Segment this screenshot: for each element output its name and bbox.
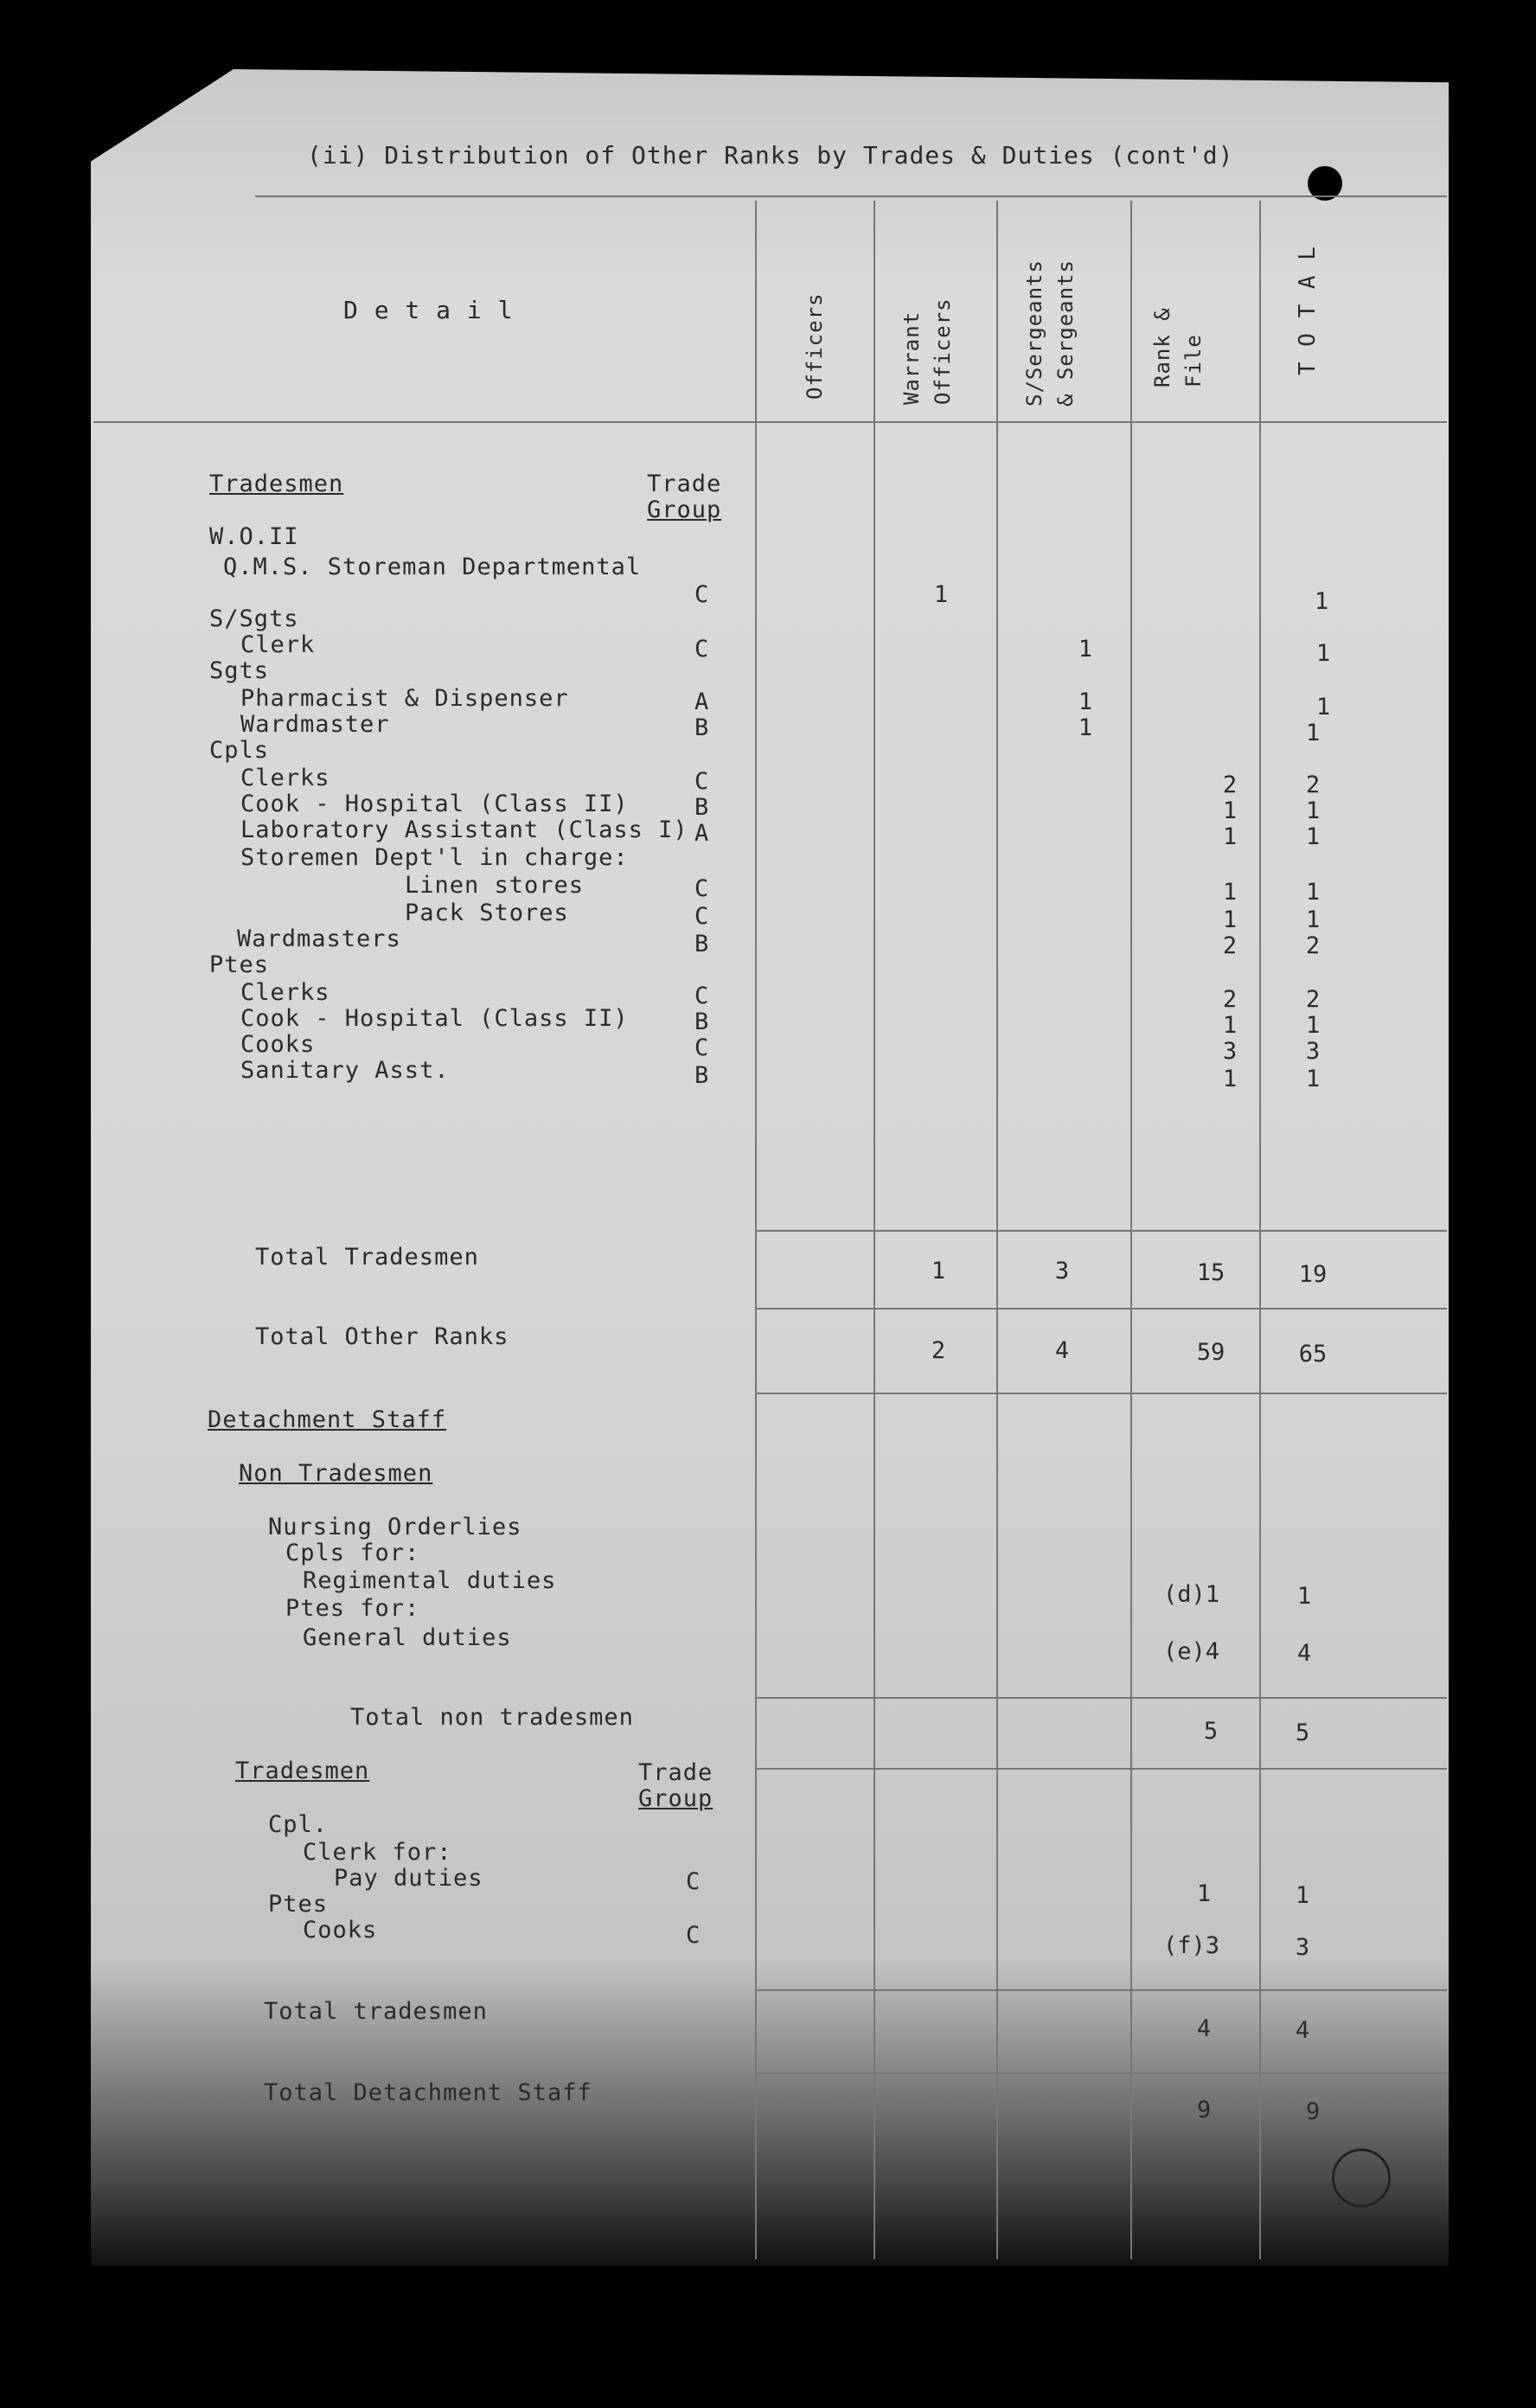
row-group: C	[694, 875, 710, 902]
row-rank: 1	[1222, 906, 1238, 933]
row-label: Storemen Dept'l in charge:	[240, 844, 629, 871]
detachment-heading: Detachment Staff	[208, 1406, 447, 1433]
row-rank: 1	[1222, 1066, 1238, 1092]
row-label: Cook - Hospital (Class II)	[240, 791, 629, 817]
rule-3	[755, 1393, 1447, 1394]
row-label: Laboratory Assistant (Class I)	[240, 817, 688, 843]
row-rank: 2	[1222, 772, 1238, 798]
row-sgts: 1	[1078, 636, 1093, 663]
ptes-label: Ptes	[268, 1891, 329, 1918]
row-total: 2	[1305, 932, 1321, 959]
row-total: 1	[1314, 588, 1329, 615]
row-total: 2	[1305, 986, 1321, 1013]
header-bottom-rule	[93, 421, 1447, 423]
total-non-tradesmen-total: 5	[1295, 1720, 1310, 1746]
row-label: W.O.II	[209, 523, 299, 550]
header-sgts-line2: & Sergeants	[1053, 259, 1078, 407]
row-label: Pack Stores	[405, 900, 569, 926]
header-sgts-line1: S/Sergeants	[1022, 259, 1046, 407]
tradesmen-heading: Tradesmen	[209, 471, 344, 497]
header-warrant-line1: Warrant	[899, 311, 924, 405]
total-non-tradesmen-rank: 5	[1203, 1718, 1219, 1745]
row-rank: 1	[1222, 879, 1238, 906]
row-group: B	[694, 794, 710, 821]
clerk-for-label: Clerk for:	[303, 1839, 452, 1866]
detachment-trade-group-line2: Group	[638, 1785, 714, 1812]
detachment-tradesmen-heading: Tradesmen	[235, 1758, 370, 1784]
row-total: 1	[1305, 797, 1321, 824]
general-label: General duties	[303, 1624, 512, 1651]
total-other-ranks-total: 65	[1298, 1341, 1328, 1367]
total-detachment-staff-total: 9	[1305, 2098, 1321, 2125]
general-total: 4	[1296, 1640, 1312, 1667]
detachment-trade-group-line1: Trade	[638, 1759, 714, 1786]
header-detail: D e t a i l	[343, 296, 514, 324]
cpl-label: Cpl.	[268, 1811, 329, 1838]
row-label: Clerks	[240, 765, 330, 791]
row-group: B	[694, 931, 710, 957]
row-sgts: 1	[1078, 714, 1093, 741]
document-title: (ii) Distribution of Other Ranks by Trades & Duties (cont'd)	[307, 141, 1234, 170]
pay-duties-group: C	[686, 1868, 701, 1895]
pay-duties-label: Pay duties	[334, 1865, 483, 1892]
pay-duties-total: 1	[1295, 1882, 1310, 1909]
row-rank: 2	[1222, 986, 1238, 1013]
total-non-tradesmen-label: Total non tradesmen	[350, 1704, 634, 1731]
header-total: T O T A L	[1295, 246, 1321, 375]
cooks-total: 3	[1295, 1934, 1310, 1961]
header-rank-line2: File	[1181, 334, 1206, 387]
rule-6	[755, 1989, 1447, 1991]
nursing-label: Nursing Orderlies	[268, 1514, 522, 1540]
row-group: C	[694, 636, 710, 663]
pay-duties-rank: 1	[1196, 1880, 1212, 1907]
cooks-rank: (f)3	[1162, 1932, 1219, 1959]
total-other-ranks-label: Total Other Ranks	[255, 1323, 509, 1350]
row-label: S/Sgts	[209, 605, 299, 632]
total-detachment-staff-label: Total Detachment Staff	[264, 2079, 592, 2106]
trade-group-heading-line1: Trade	[647, 471, 722, 497]
row-group: C	[694, 903, 710, 930]
row-label: Ptes	[209, 951, 270, 978]
total-tradesmen-detachment-label: Total tradesmen	[264, 1998, 488, 2025]
non-tradesmen-heading: Non Tradesmen	[239, 1460, 433, 1487]
row-label: Clerks	[240, 979, 330, 1006]
row-total: 1	[1305, 1012, 1321, 1039]
row-label: Pharmacist & Dispenser	[240, 685, 569, 712]
row-rank: 3	[1222, 1038, 1238, 1065]
row-group: C	[694, 581, 710, 608]
regimental-label: Regimental duties	[303, 1567, 557, 1594]
row-rank: 1	[1222, 1012, 1238, 1039]
row-group: C	[694, 768, 710, 795]
general-rank: (e)4	[1162, 1638, 1219, 1665]
total-detachment-staff-rank: 9	[1196, 2097, 1212, 2123]
total-tradesmen-detachment-total: 4	[1295, 2017, 1310, 2044]
row-group: B	[694, 1062, 710, 1089]
row-label: Wardmaster	[240, 711, 390, 738]
paper-sheet	[91, 69, 1449, 2266]
row-total: 1	[1305, 879, 1321, 906]
rule-4	[755, 1697, 1447, 1699]
row-label: Clerk	[240, 631, 316, 658]
rule-5	[755, 1768, 1447, 1770]
total-tradesmen-warrant: 1	[931, 1258, 946, 1284]
trade-group-heading-line2: Group	[647, 496, 722, 523]
cooks-label: Cooks	[303, 1917, 378, 1944]
total-tradesmen-label: Total Tradesmen	[255, 1244, 479, 1271]
row-label: Sgts	[209, 657, 270, 684]
header-warrant-line2: Officers	[931, 298, 955, 405]
row-group: A	[694, 688, 710, 715]
cpls-for-label: Cpls for:	[285, 1540, 420, 1566]
row-total: 1	[1305, 1066, 1321, 1092]
total-tradesmen-total: 19	[1298, 1261, 1328, 1288]
row-label: Wardmasters	[237, 925, 401, 952]
row-label: Cpls	[209, 737, 270, 764]
row-total: 1	[1315, 694, 1331, 720]
archive-stamp-mark	[1332, 2149, 1391, 2207]
total-tradesmen-rank: 15	[1196, 1259, 1226, 1286]
row-label: Cooks	[240, 1031, 316, 1058]
header-top-rule	[255, 195, 1447, 197]
row-rank: 1	[1222, 823, 1238, 850]
rule-2	[755, 1308, 1447, 1310]
row-total: 1	[1305, 823, 1321, 850]
row-total: 2	[1305, 772, 1321, 798]
row-total: 1	[1305, 906, 1321, 933]
row-group: C	[694, 983, 710, 1009]
row-group: B	[694, 714, 710, 741]
row-label: Linen stores	[405, 872, 585, 899]
row-rank: 2	[1222, 932, 1238, 959]
rule-1	[755, 1230, 1447, 1232]
row-warrant: 1	[933, 581, 949, 608]
total-other-ranks-warrant: 2	[931, 1337, 946, 1364]
row-label: Cook - Hospital (Class II)	[240, 1005, 629, 1032]
row-total: 1	[1315, 640, 1331, 667]
regimental-rank: (d)1	[1162, 1581, 1219, 1608]
rule-7	[755, 2072, 1447, 2074]
cooks-group: C	[686, 1922, 701, 1949]
row-total: 1	[1305, 720, 1321, 746]
header-officers: Officers	[803, 292, 827, 400]
total-tradesmen-sgts: 3	[1054, 1258, 1070, 1284]
total-other-ranks-rank: 59	[1196, 1339, 1226, 1366]
regimental-total: 1	[1296, 1583, 1312, 1610]
row-group: B	[694, 1009, 710, 1035]
row-total: 3	[1305, 1038, 1321, 1065]
row-sgts: 1	[1078, 688, 1093, 715]
row-rank: 1	[1222, 797, 1238, 824]
total-tradesmen-detachment-rank: 4	[1196, 2015, 1212, 2042]
row-label: Sanitary Asst.	[240, 1057, 450, 1084]
row-label: Q.M.S. Storeman Departmental	[223, 554, 642, 580]
header-rank-line1: Rank &	[1150, 307, 1174, 387]
total-other-ranks-sgts: 4	[1054, 1337, 1070, 1364]
row-group: A	[694, 820, 710, 847]
row-group: C	[694, 1034, 710, 1061]
ptes-for-label: Ptes for:	[285, 1595, 420, 1622]
